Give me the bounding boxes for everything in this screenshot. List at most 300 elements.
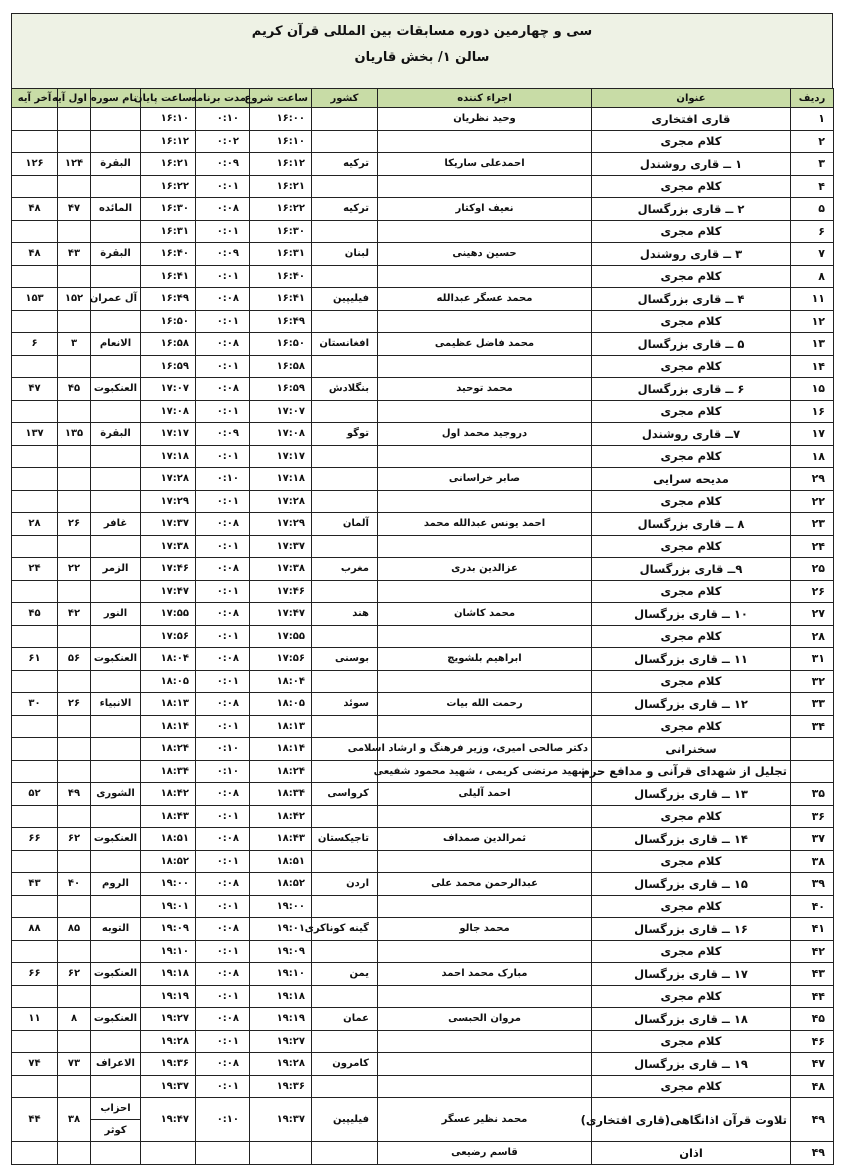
cell-end: ۱۶:۵۸: [141, 333, 196, 356]
cell-radif: ۱۲: [791, 310, 834, 333]
cell-start: ۱۹:۳۷: [250, 1098, 312, 1142]
cell-title: کلام مجری: [592, 130, 791, 153]
cell-duration: ۰:۰۹: [196, 423, 250, 446]
cell-title: ۸ ــ قاری بزرگسال: [592, 513, 791, 536]
cell-country: کرواسی: [312, 783, 378, 806]
cell-surah: [91, 265, 141, 288]
cell-country: ترکیه: [312, 198, 378, 221]
cell-last-aya: ۴۳: [12, 873, 58, 896]
cell-radif: ۴۹: [791, 1142, 834, 1165]
cell-radif: [791, 760, 834, 783]
cell-title: ۱۵ ــ قاری بزرگسال: [592, 873, 791, 896]
cell-last-aya: [12, 490, 58, 513]
cell-end: ۱۸:۱۳: [141, 693, 196, 716]
cell-end: ۱۶:۲۱: [141, 153, 196, 176]
cell-performer: [378, 940, 592, 963]
cell-duration: ۰:۱۰: [196, 108, 250, 131]
cell-title: ۱۰ ــ قاری بزرگسال: [592, 603, 791, 626]
cell-surah: [91, 355, 141, 378]
cell-duration: ۰:۰۲: [196, 130, 250, 153]
cell-last-aya: ۶۶: [12, 828, 58, 851]
cell-performer: [378, 400, 592, 423]
cell-duration: ۰:۰۸: [196, 693, 250, 716]
cell-surah: الاعراف: [91, 1053, 141, 1076]
cell-title: ۲ ــ قاری بزرگسال: [592, 198, 791, 221]
cell-country: [312, 400, 378, 423]
cell-end: ۱۹:۱۸: [141, 963, 196, 986]
cell-radif: ۳۴: [791, 715, 834, 738]
cell-duration: ۰:۰۱: [196, 850, 250, 873]
cell-end: ۱۹:۲۸: [141, 1030, 196, 1053]
cell-performer: عبدالرحمن محمد علی: [378, 873, 592, 896]
cell-radif: [791, 738, 834, 761]
cell-end: ۱۹:۳۷: [141, 1075, 196, 1098]
cell-surah: [91, 175, 141, 198]
cell-end: ۱۷:۲۹: [141, 490, 196, 513]
cell-performer: مروان الحبسی: [378, 1008, 592, 1031]
cell-country: [312, 670, 378, 693]
table-row: [12, 130, 834, 153]
table-row: [12, 738, 834, 761]
cell-title: تجلیل از شهدای قرآنی و مدافع حرم: [592, 760, 791, 783]
cell-radif: ۴۴: [791, 985, 834, 1008]
table-row: [12, 985, 834, 1008]
cell-surah: [91, 625, 141, 648]
cell-surah: [91, 468, 141, 491]
cell-end: ۱۹:۳۶: [141, 1053, 196, 1076]
cell-end: ۱۸:۴۲: [141, 783, 196, 806]
cell-duration: ۰:۰۸: [196, 963, 250, 986]
cell-duration: ۰:۰۱: [196, 670, 250, 693]
cell-first-aya: [58, 625, 91, 648]
table-row: [12, 715, 834, 738]
cell-duration: ۰:۰۸: [196, 378, 250, 401]
cell-performer: دروجید محمد اول: [378, 423, 592, 446]
cell-last-aya: [12, 850, 58, 873]
cell-country: [312, 1142, 378, 1165]
cell-start: ۱۷:۳۸: [250, 558, 312, 581]
table-row: [12, 175, 834, 198]
table-row: [12, 513, 834, 536]
cell-performer: حسین دهینی: [378, 243, 592, 266]
cell-radif: ۳۶: [791, 805, 834, 828]
cell-surah: [91, 940, 141, 963]
cell-radif: ۱۸: [791, 445, 834, 468]
cell-country: ترکیه: [312, 153, 378, 176]
cell-last-aya: [12, 130, 58, 153]
cell-performer: محمد جالو: [378, 918, 592, 941]
cell-first-aya: [58, 580, 91, 603]
cell-surah: [91, 1142, 141, 1165]
cell-title: تلاوت قرآن اذانگاهی(قاری افتخاری): [592, 1098, 791, 1142]
table-row: [12, 310, 834, 333]
cell-first-aya: ۲۲: [58, 558, 91, 581]
cell-start: ۱۹:۰۰: [250, 895, 312, 918]
cell-first-aya: [58, 715, 91, 738]
cell-country: [312, 468, 378, 491]
cell-radif: ۸: [791, 265, 834, 288]
cell-duration: ۰:۰۸: [196, 1008, 250, 1031]
cell-last-aya: ۲۴: [12, 558, 58, 581]
cell-title: ۴ ــ قاری بزرگسال: [592, 288, 791, 311]
cell-radif: ۱۶: [791, 400, 834, 423]
cell-country: عمان: [312, 1008, 378, 1031]
cell-start: ۱۸:۵۲: [250, 873, 312, 896]
table-row: [12, 895, 834, 918]
cell-country: هند: [312, 603, 378, 626]
cell-end: ۱۷:۱۸: [141, 445, 196, 468]
cell-first-aya: [58, 400, 91, 423]
cell-duration: ۰:۱۰: [196, 738, 250, 761]
cell-radif: ۱۵: [791, 378, 834, 401]
col-header-country: کشور: [312, 89, 378, 108]
cell-end: ۱۹:۲۷: [141, 1008, 196, 1031]
cell-performer: [378, 1030, 592, 1053]
cell-country: [312, 1075, 378, 1098]
cell-performer: محمد فاضل عظیمی: [378, 333, 592, 356]
cell-duration: ۰:۱۰: [196, 760, 250, 783]
cell-radif: ۲۸: [791, 625, 834, 648]
col-header-surah: نام سوره: [91, 89, 141, 108]
cell-duration: ۰:۰۱: [196, 715, 250, 738]
col-header-radif: ردیف: [791, 89, 834, 108]
table-row-special: [12, 1098, 834, 1142]
cell-last-aya: [12, 535, 58, 558]
cell-start: ۱۷:۱۸: [250, 468, 312, 491]
cell-performer: [378, 535, 592, 558]
cell-last-aya: [12, 220, 58, 243]
table-row: [12, 873, 834, 896]
table-row: [12, 1053, 834, 1076]
cell-first-aya: ۱۵۲: [58, 288, 91, 311]
table-header-row: [12, 89, 834, 108]
cell-end: ۱۹:۱۹: [141, 985, 196, 1008]
cell-end: ۱۷:۵۶: [141, 625, 196, 648]
page-title: سی و چهارمین دوره مسابقات بین المللی قرآن کریم: [251, 24, 593, 39]
schedule-table: [11, 88, 834, 1165]
cell-start: ۱۸:۳۴: [250, 783, 312, 806]
cell-performer: احمد آلیلی: [378, 783, 592, 806]
table-row: [12, 265, 834, 288]
cell-start: ۱۷:۴۷: [250, 603, 312, 626]
cell-last-aya: [12, 895, 58, 918]
col-header-duration: مدت برنامه: [196, 89, 250, 108]
cell-end: ۱۶:۵۹: [141, 355, 196, 378]
cell-duration: ۰:۰۱: [196, 535, 250, 558]
table-row: [12, 423, 834, 446]
table-row: [12, 1008, 834, 1031]
cell-duration: ۰:۰۸: [196, 513, 250, 536]
cell-surah: الروم: [91, 873, 141, 896]
cell-end: ۱۷:۵۵: [141, 603, 196, 626]
cell-first-aya: [58, 1030, 91, 1053]
cell-surah: العنکبوت: [91, 378, 141, 401]
cell-start: ۱۷:۱۷: [250, 445, 312, 468]
cell-performer: [378, 265, 592, 288]
cell-country: [312, 805, 378, 828]
cell-title: کلام مجری: [592, 940, 791, 963]
cell-first-aya: ۲۶: [58, 693, 91, 716]
cell-radif: ۳۲: [791, 670, 834, 693]
cell-first-aya: [58, 175, 91, 198]
cell-title: ۱ ــ قاری روشندل: [592, 153, 791, 176]
cell-first-aya: ۶۲: [58, 828, 91, 851]
cell-surah: المائده: [91, 198, 141, 221]
cell-title: کلام مجری: [592, 535, 791, 558]
cell-end: ۱۶:۳۱: [141, 220, 196, 243]
cell-radif: ۱: [791, 108, 834, 131]
table-row: [12, 108, 834, 131]
table-row: [12, 558, 834, 581]
cell-surah: [91, 715, 141, 738]
cell-surah: [91, 130, 141, 153]
table-row: [12, 1030, 834, 1053]
cell-last-aya: [12, 175, 58, 198]
cell-country: آلمان: [312, 513, 378, 536]
cell-radif: ۴۲: [791, 940, 834, 963]
cell-last-aya: ۳۰: [12, 693, 58, 716]
cell-first-aya: ۵۶: [58, 648, 91, 671]
table-row: [12, 153, 834, 176]
cell-start: ۱۶:۲۲: [250, 198, 312, 221]
table-row: [12, 1075, 834, 1098]
cell-duration: ۰:۰۸: [196, 1053, 250, 1076]
cell-radif: ۴۰: [791, 895, 834, 918]
cell-start: ۱۶:۱۰: [250, 130, 312, 153]
cell-country: اردن: [312, 873, 378, 896]
cell-radif: ۳۵: [791, 783, 834, 806]
cell-first-aya: [58, 1142, 91, 1165]
table-row: [12, 243, 834, 266]
cell-surah: [91, 490, 141, 513]
cell-surah: البقرة: [91, 423, 141, 446]
cell-title: مدیحه سرایی: [592, 468, 791, 491]
cell-surah: [91, 760, 141, 783]
cell-first-aya: ۱۳۵: [58, 423, 91, 446]
cell-radif: ۱۴: [791, 355, 834, 378]
table-row: [12, 760, 834, 783]
cell-duration: ۰:۰۱: [196, 1030, 250, 1053]
cell-last-aya: ۱۱: [12, 1008, 58, 1031]
cell-radif: ۳۳: [791, 693, 834, 716]
cell-first-aya: ۴۷: [58, 198, 91, 221]
cell-first-aya: [58, 265, 91, 288]
table-row: [12, 378, 834, 401]
cell-surah: التوبه: [91, 918, 141, 941]
col-header-last-aya: آخر آیه: [12, 89, 58, 108]
cell-first-aya: ۴۰: [58, 873, 91, 896]
cell-performer: [378, 715, 592, 738]
cell-start: ۱۶:۳۱: [250, 243, 312, 266]
table-row: [12, 355, 834, 378]
title-box: [11, 13, 833, 88]
table-row: [12, 220, 834, 243]
cell-end: ۱۸:۱۴: [141, 715, 196, 738]
cell-radif: ۷: [791, 243, 834, 266]
cell-title: ۱۹ ــ قاری بزرگسال: [592, 1053, 791, 1076]
cell-start: ۱۹:۲۸: [250, 1053, 312, 1076]
cell-first-aya: [58, 490, 91, 513]
cell-duration: ۰:۰۱: [196, 985, 250, 1008]
table-row: [12, 288, 834, 311]
cell-last-aya: ۶۶: [12, 963, 58, 986]
cell-country: [312, 760, 378, 783]
cell-country: [312, 850, 378, 873]
cell-start: ۱۸:۰۴: [250, 670, 312, 693]
col-header-start: ساعت شروع: [250, 89, 312, 108]
cell-end: ۱۷:۰۷: [141, 378, 196, 401]
cell-surah: [91, 738, 141, 761]
cell-start: ۱۶:۲۱: [250, 175, 312, 198]
cell-country: توگو: [312, 423, 378, 446]
cell-title: کلام مجری: [592, 310, 791, 333]
cell-duration: ۰:۰۸: [196, 288, 250, 311]
cell-start: ۱۶:۵۸: [250, 355, 312, 378]
table-row: [12, 535, 834, 558]
cell-first-aya: [58, 535, 91, 558]
cell-start: ۱۷:۳۷: [250, 535, 312, 558]
cell-title: کلام مجری: [592, 670, 791, 693]
cell-last-aya: ۴۷: [12, 378, 58, 401]
cell-title: ۹ــ قاری بزرگسال: [592, 558, 791, 581]
cell-end: ۱۸:۵۱: [141, 828, 196, 851]
cell-start: ۱۷:۵۶: [250, 648, 312, 671]
cell-start: ۱۸:۴۲: [250, 805, 312, 828]
cell-start: ۱۶:۵۰: [250, 333, 312, 356]
cell-last-aya: [12, 355, 58, 378]
cell-last-aya: [12, 625, 58, 648]
cell-radif: ۳۹: [791, 873, 834, 896]
cell-radif: ۳۱: [791, 648, 834, 671]
cell-first-aya: ۶۲: [58, 963, 91, 986]
cell-first-aya: [58, 940, 91, 963]
cell-performer: [378, 220, 592, 243]
cell-duration: ۰:۰۸: [196, 198, 250, 221]
cell-surah: [91, 850, 141, 873]
cell-end: ۱۷:۳۷: [141, 513, 196, 536]
cell-start: ۱۹:۱۸: [250, 985, 312, 1008]
cell-first-aya: [58, 130, 91, 153]
cell-title: کلام مجری: [592, 805, 791, 828]
cell-duration: ۰:۰۱: [196, 625, 250, 648]
cell-country: [312, 1030, 378, 1053]
cell-start: ۱۶:۳۰: [250, 220, 312, 243]
cell-duration: ۰:۰۱: [196, 355, 250, 378]
cell-performer: [378, 130, 592, 153]
cell-title: سخنرانی: [592, 738, 791, 761]
cell-surah: [91, 985, 141, 1008]
cell-first-aya: ۴۹: [58, 783, 91, 806]
cell-performer: [378, 580, 592, 603]
cell-first-aya: [58, 805, 91, 828]
table-row: [12, 828, 834, 851]
table-row: [12, 805, 834, 828]
cell-last-aya: ۴۵: [12, 603, 58, 626]
cell-last-aya: [12, 670, 58, 693]
cell-title: کلام مجری: [592, 1030, 791, 1053]
cell-title: ۶ ــ قاری بزرگسال: [592, 378, 791, 401]
cell-last-aya: ۷۴: [12, 1053, 58, 1076]
cell-surah: الزمر: [91, 558, 141, 581]
cell-performer: [378, 670, 592, 693]
cell-start: ۱۹:۰۱: [250, 918, 312, 941]
cell-start: ۱۷:۲۸: [250, 490, 312, 513]
cell-radif: ۱۷: [791, 423, 834, 446]
table-row: [12, 918, 834, 941]
cell-end: ۱۶:۵۰: [141, 310, 196, 333]
cell-start: ۱۷:۲۹: [250, 513, 312, 536]
cell-performer: رحمت الله بیات: [378, 693, 592, 716]
cell-country: [312, 220, 378, 243]
cell-start: ۱۹:۳۶: [250, 1075, 312, 1098]
cell-radif: ۴۹: [791, 1098, 834, 1142]
cell-last-aya: ۵۲: [12, 783, 58, 806]
cell-title: کلام مجری: [592, 265, 791, 288]
cell-country: لبنان: [312, 243, 378, 266]
cell-performer: ابراهیم بلشویچ: [378, 648, 592, 671]
cell-first-aya: ۸: [58, 1008, 91, 1031]
cell-first-aya: ۴۲: [58, 603, 91, 626]
cell-title: اذان: [592, 1142, 791, 1165]
cell-duration: ۰:۰۸: [196, 873, 250, 896]
cell-duration: ۰:۰۱: [196, 220, 250, 243]
cell-radif: ۳: [791, 153, 834, 176]
cell-first-aya: [58, 445, 91, 468]
cell-last-aya: [12, 400, 58, 423]
cell-radif: ۱۱: [791, 288, 834, 311]
cell-first-aya: [58, 670, 91, 693]
cell-country: یمن: [312, 963, 378, 986]
cell-surah: [91, 400, 141, 423]
cell-last-aya: [12, 310, 58, 333]
cell-first-aya: [58, 895, 91, 918]
cell-country: سوئد: [312, 693, 378, 716]
cell-title: ۱۱ ــ قاری بزرگسال: [592, 648, 791, 671]
cell-performer: محمد عسگر عبدالله: [378, 288, 592, 311]
cell-duration: ۰:۰۱: [196, 400, 250, 423]
cell-performer: [378, 175, 592, 198]
cell-end: ۱۸:۰۵: [141, 670, 196, 693]
cell-end: ۱۷:۰۸: [141, 400, 196, 423]
cell-duration: ۰:۰۹: [196, 153, 250, 176]
cell-radif: ۴۶: [791, 1030, 834, 1053]
cell-duration: ۰:۰۱: [196, 580, 250, 603]
cell-duration: ۰:۰۸: [196, 648, 250, 671]
cell-country: [312, 310, 378, 333]
cell-first-aya: [58, 850, 91, 873]
table-row: [12, 693, 834, 716]
cell-last-aya: [12, 805, 58, 828]
table-row-last: [12, 1142, 834, 1165]
cell-start: ۱۸:۴۳: [250, 828, 312, 851]
cell-radif: ۴: [791, 175, 834, 198]
cell-country: [312, 108, 378, 131]
cell-performer: [378, 985, 592, 1008]
cell-first-aya: [58, 1075, 91, 1098]
cell-performer: [378, 805, 592, 828]
cell-radif: ۴۷: [791, 1053, 834, 1076]
cell-last-aya: ۲۸: [12, 513, 58, 536]
cell-end: ۱۹:۴۷: [141, 1098, 196, 1142]
cell-radif: ۴۸: [791, 1075, 834, 1098]
cell-duration: ۰:۰۱: [196, 310, 250, 333]
table-footer-rows: [12, 1098, 834, 1165]
cell-surah-a: احزاب: [100, 1103, 131, 1114]
cell-last-aya: [12, 468, 58, 491]
cell-surah: العنکبوت: [91, 963, 141, 986]
cell-end: ۱۹:۰۹: [141, 918, 196, 941]
cell-radif: ۵: [791, 198, 834, 221]
